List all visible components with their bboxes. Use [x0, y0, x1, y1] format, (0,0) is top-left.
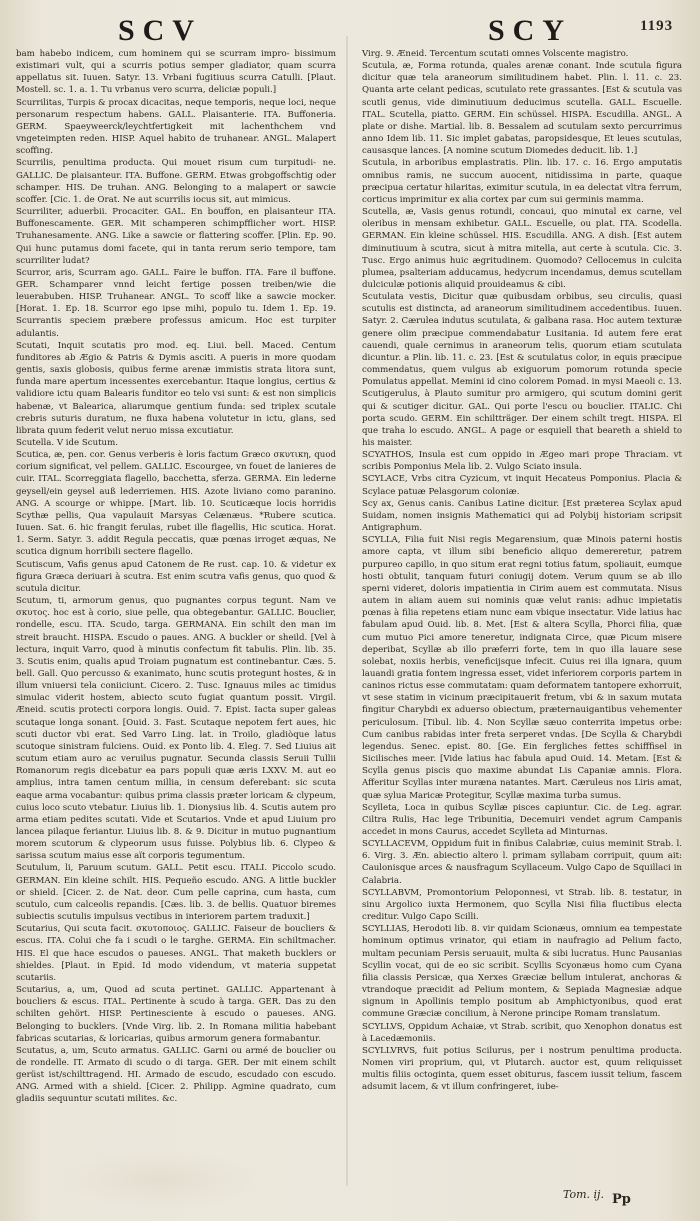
dictionary-entry: Scutigerulus, à Plauto sumitur pro armigero, qui scutum domini gerit qui & scutiger dicitur. GAL. Qui porte l'escu ou bouclier. ITALIC. Chi porta scudo. GERM. Ein schiltträger. Der einem schilt tregt. HISPA. El que traha lo escudo. ANGL. A page or esquiell that beareth a shield to his maister. [362, 389, 682, 448]
dictionary-entry: Scy ax, Genus canis. Canibus Latine dicitur. [Est præterea Scylax apud Suidam, nomen insignis Mathematici qui ad Polybij historiam scripsit Antigraphum. [362, 498, 682, 534]
running-head-right: SCY [488, 14, 573, 47]
right-column [362, 48, 682, 1188]
dictionary-entry: Scutula, in arboribus emplastratis. Plin. lib. 17. c. 16. Ergo amputatis omnibus ramis, ne succum auocent, nitidissima in parte, quaque præcipua certatur hilaritas, eximitur scutula, in ea delectat vltra ferrum, corticus imprimitur ex alia cortex par cum sui germinis mamma. [362, 158, 682, 205]
dictionary-entry: Scutiscum, Vafis genus apud Catonem de Re rust. cap. 10. & videtur ex figura Græca deriuari à scutra. Est enim scutra vafis genus, quo quod & scutula dicitur. [16, 559, 336, 594]
dictionary-entry: Scutum, ti, armorum genus, quo pugnantes corpus tegunt. Nam ve σκυτος. hoc est à corio, siue pelle, qua obtegebantur. GALLIC. Bouclier, rondelle, escu. ITA. Scudo, targa. GERMANA. Ein schilt den man im streit braucht. HISPA. Escudo o paues. ANG. A buckler or sheild. [Vel à lectura, inquit Varro, quod à minutis confectum fit tabulis. Plin. lib. 35. 3. Scutis enim, qualis apud Troiam pugnatum est continebantur. Cæs. 5. bell. Gall. Quo percusso & exanimato, hunc scutis protegunt hostes, & in illum vniuersi tela coniiciunt. Cicero. 2. Tusc. Ignauus miles ac timidus simulac viderit hostem, abiecto scuto fugiat quantum possit. Virgil. Æneid. scutis protecti corpora longis. Ouid. 7. Epist. Iacta super galeas scutaque longa sonant. [Ouid. 3. Fast. Scutaque nepotem fert aues, hic scuti ductor vbi erat. Sed Varro Ling. lat. in Troilo, gladiòque latus scutoque sinistram fulciens. Ouid. ex Ponto lib. 4. Eleg. 7. Sed Liuius ait scutum etiam auro ac veruilus pugnatur. Secunda classis Seruii Tullii Romanorum regis dicebatur ea pars populi quæ æris LXXV. M. aut eo amplius, intra tamen centum millia, in censum deferebant: sic scuta eaque arma vocabantur: quibus prima classis præter loricam & clypeum, cuius loco scuto vtebatur. Liuius lib. 1. Dionysius lib. 4. Scutis autem pro arma etiam pedites scutati. Vide et Scutarios. Vnde et apud Liuium pro lancea pilaque feriantur. Liuius lib. 8. & 9. Dicitur in mutuo pugnantium morem scutorum & clypeorum usus fuisse. Polybius lib. 6. Clypeo & sarissa scutum maius esse aït corporis tegumentum. [16, 596, 336, 862]
dictionary-entry: Scurrilis, penultima producta. Qui mouet risum cum turpitudi- ne. GALLIC. De plaisanteur. ITA. Buffone. GERM. Etwas grobgoffschtig oder schamper. HIS. De truhan. ANG. Belonging to a malapert or sawcie scoffer. [Cic. 1. de Orat. Ne aut scurrilis iocus sit, aut mimicus. [16, 158, 336, 205]
dictionary-entry: Scutarius, a, um, Quod ad scuta pertinet. GALLIC. Appartenant à boucliers & escus. ITAL. Pertinente à scudo à targa. GER. Das zu den schilten gehört. HISP. Pertinesciente à escudo o paueses. ANG. Belonging to bucklers. [Vnde Virg. lib. 2. In Romana militia habebant fabricas scutarias, & loricarias, quibus armorum genera formabantur. [16, 985, 336, 1044]
dictionary-entry: Scutica, æ, pen. cor. Genus verberis è loris factum Græco σκυτικη, quod corium significat, vel pellem. GALLIC. Escourgee, vn fouet de lanieres de cuir. ITAL. Scorreggiata flagello, bacchetta, sferza. GERMA. Ein lederne geysell/ein geysel auß lederriemen. HIS. Azote liviano como paranino. ANG. A scourge or whippe. [Mart. lib. 10. Scuticæque locis horridis Scythæ pellis, Qua vapulauit Marsyas Celænæus. *Rubere scutica. Iuuen. Sat. 6. hic frangit ferulas, rubet ille flagellis, Hic scutica. Horat. 1. Serm. Satyr. 3. addit Regula peccatis, quæ pœnas irroget æquas, Ne scutica dignum horribili sectere flagello. [16, 450, 336, 558]
dictionary-entry: SCYLLVRVS, fuit potius Scilurus, per i nostrum penultima producta. Nomen viri proprium, qui, vt Plutarch. auctor est, quum reliquisset multis filiis octoginta, quem esset obiturus, fascem iussit telium, fascem adsumit lacem, & vt illum confringeret, iube- [362, 1045, 682, 1093]
dictionary-entry: SCYLLVS, Oppidum Achaiæ, vt Strab. scribit, quo Xenophon donatus est à Lacedæmoniis. [362, 1021, 682, 1044]
dictionary-entry: Scutatus, a, um, Scuto armatus. GALLIC. Garni ou armé de bouclier ou de rondelle. IT. Armato di scudo o di targa. GER. Der mit einem schilt gerüst ist/schilttragend. HI. Armado de escudo, escudado con escudo. ANG. Armed with a shield. [Cicer. 2. Philipp. Agmine quadrato, cum gladiis sequuntur scutati milites. &c. [16, 1045, 336, 1105]
dictionary-entry: Scurriliter, aduerbii. Procaciter. GAL. En bouffon, en plaisanteur ITA. Buffonescamente. GER. Mit schamperen schimpfflicher wort. HISP. Truhanesamente. ANG. Like a sawcie or flattering scoffer. [Plin. Ep. 90. Qui hunc putamus domi facete, qui in tanta rerum serio tempore, tam scurriliter ludat? [16, 207, 336, 266]
dictionary-entry: Scurror, aris, Scurram ago. GALL. Faire le buffon. ITA. Fare il buffone. GER. Schamparer vnnd leicht fertige possen treiben/wie die leuerabuben. HISP. Truhanear. ANGL. To scoff like a sawcie mocker. [Horat. 1. Ep. 18. Scurror ego ipse mihi, populo tu. Idem 1. Ep. 19. Scurrantis speciem præbere professus amicum. Hoc est turpiter adulantis. [16, 267, 336, 339]
catchword: Pp [612, 1192, 631, 1207]
column-divider [346, 36, 348, 1186]
dictionary-entry: Scutati, Inquit scutatis pro mod. eq. Liui. bell. Maced. Centum funditores ab Ægio & Patris & Dymis asciti. A pueris in more quodam gentis, saxis globosis, quibus ferme arenæ immistis strata litora sunt, funda mare apertum incessentes exercebantur. Itaque longius, certius & validiore ictu quam Balearis funditor eo telo vsi sunt: & est non simplicis habenæ, vt Balearica, aliarumque gentium funda: sed triplex scutale crebris suturis duratum, ne fluxa habena volutetur in ictu, glans, sed librata quum federit velut neruo missa excutiatur. [16, 340, 336, 436]
dictionary-entry: SCYATHOS, Insula est cum oppido in Ægeo mari prope Thraciam. vt scribis Pomponius Mela lib. 2. Vulgo Sciato insula. [362, 450, 682, 473]
page-header [0, 8, 700, 48]
running-head-left: SCV [118, 14, 203, 47]
dictionary-entry: SCYLLABVM, Promontorium Peloponnesi, vt Strab. lib. 8. testatur, in sinu Argolico iuxta Hermonem, quo Scylla Nisi filia fluctibus electa creditur. Vulgo Capo Scilli. [362, 887, 682, 923]
signature-mark: Tom. ij. [563, 1188, 604, 1201]
page-footer [0, 1188, 700, 1214]
dictionary-entry: Scutulata vestis, Dicitur quæ quibusdam orbibus, seu circulis, quasi scutulis est distincta, ad araneorum similitudinem accedentibus. Iuuen. Satyr. 2. Cærulea indutus scutulata, & galbana rasa. Hoc autem texturæ genere olim præcipue commendabatur Lusitania. Id autem fere erat cauendi, quale cernimus in araneorum telis, quorum etiam scutulata dicuntur. a Plin. lib. 11. c. 23. [Est & scutulatus color, in equis præcipue commendatus, quem vulgus ab exiguorum pomorum rotunda specie Pomulatus appellat. Memini id cino colorem Pomad. in mysi Maeoli c. 13. [362, 292, 682, 388]
dictionary-entry: Scutella, æ, Vasis genus rotundi, concaui, quo minutal ex carne, vel oleribus in mensam exhibetur. GALL. Escuelle, ou plat. ITA. Scodella. GERMAN. Ein kleine schüssel. HIS. Escudilla. ANG. A dish. [Est autem diminutiuum à scutra, sicut à mitra mitella, aut certe à scutula. Cic. 3. Tusc. Ergo animus huic ægritudinem. Quomodo? Cellocemus in culcita plumea, psalteriam adducamus, hedycrum incendamus, demus scutellam dulciculæ potionis aliquid prouideamus & cibi. [362, 207, 682, 290]
dictionary-entry: Scutarius, Qui scuta facit. σκυτοποιος. GALLIC. Faiseur de boucliers & escus. ITA. Colui che fa i scudi o le targhe. GERMA. Ein schiltmacher. HIS. El que hace escudos o paueses. ANGL. That maketh bucklers or shieldes. [Plaut. in Epid. Id modo videndum, vt materia suppetat scutariis. [16, 924, 336, 983]
page-number: 1193 [640, 18, 674, 34]
dictionary-entry: Scylleta, Loca in quibus Scyllæ pisces capiuntur. Cic. de Leg. agrar. Ciltra Rulis, Hac lege Tribunitia, Decemuiri vendet agrum Campanis accedet in mons Caurus, accedet Scylleta ad Minturnas. [362, 802, 682, 837]
dictionary-entry: SCYLACE, Vrbs citra Cyzicum, vt inquit Hecateus Pomponius. Placia & Scylace patuæ Pelasgorum coloniæ. [362, 474, 682, 497]
dictionary-entry: SCYLLIAS, Herodoti lib. 8. vir quidam Scionæus, omnium ea tempestate hominum optimus vrinator, qui etiam in naufragio ad Pelium facto, multam pecuniam Persis seruauit, multa & sibi lucratus. Hunc Pausanias Scyllin vocat, qui de eo sic scribit. Scyllis Scyonæus homo cum Cyana filia classis Persicæ, qua Xerxes Græciæ bellum intulerat, anchoras & vtrandoque præcidit ad Pelium montem, & Sepiada Magnesiæ adque signum in Apollinis templo positum ab Amphictyonibus, quod erat commune Græciæ concilium, à Nerone principe Romam translatum. [362, 924, 682, 1020]
dictionary-entry: Scurrilitas, Turpis & procax dicacitas, neque temporis, neque loci, neque personarum respectum habens. GALL. Plaisanterie. ITA. Buffoneria. GERM. Spaeyweerck/leychtfertigkeit mit lachenthchem vnd vngeteimpten reden. HISP. Aquel habito de truhanear. ANGL. Malapert scoffing. [16, 97, 336, 157]
dictionary-entry: Scutella. V ide Scutum. [16, 438, 118, 448]
dictionary-entry: Scutulum, li, Paruum scutum. GALL. Petit escu. ITALI. Piccolo scudo. GERMAN. Ein kleine schilt. HIS. Pequeño escudo. ANG. A little buckler or shield. [Cicer. 2. de Nat. deor. Cum pelle caprina, cum hasta, cum scutulo, cum calceolis repandis. [Cæs. lib. 3. de bellis. Quatuor biremes subiectis scutulis impulsus vectibus in interiorem partem traduxit.] [16, 863, 336, 923]
dictionary-entry: SCYLLA, Filia fuit Nisi regis Megarensium, quæ Minois paterni hostis amore capta, vt illum sibi beneficio aliquo demereretur, patrem purpureo capillo, in quo situm erat regni totius fatum, spoliauit, eumque hosti obtulit, tanquam futuri coniugij dotem. Verum quum se ab illo sperni videret, doloris impatientia in Cirim auem est commutata. Nisus autem in aliam auem sui nominis quæ velut ranis: adhuc impietatis pœnas à filia repetens etiam nunc eam vbique insectatur. Vide latius hac fabulam apud Ouid. lib. 8. Met. [Est & altera Scylla, Phorci filia, quæ cum mutuo Pici amore teneretur, indignata Circe, quæ Picum misere deperibat, Scyllæ ab illo præferri forte, tem in quo illa lauare sese solebat, noxiis herbis, veneficijsque infecit. Cuius rei illa ignara, quum lauandi gratia fontem ingressa esset, videt inferiorem corporis partem in caninos rictus esse commutatam: quam deformatem tantopere exhorruit, vt sese statim in vicinum præcipitauerit fretum, vbi & in saxum mutata fingitur Charybdi ex aduerso obiectum, præternauigantibus vehementer periculosum. [Tibul. lib. 4. Non Scyllæ sæuo conterrita impetus orbe: Cum canibus rabidas inter freta serperet vndas. [De Scylla & Charybdi legendus. Senec. epist. 80. [Ge. Ein fergliches fettes schifffisel in Sicilisches meer. [Vide latius hac fabula apud Ouid. 14. Metam. [Est & Scylla genus piscis quo maxime abundat Lis Capaniæ amnis. Flora. Afferitur Scyllas inter muræna natantes. Mart. Cæruleus nos Liris amat, quæ sylua Maricæ Protegitur, Scyllæ maxima turba sumus. [362, 535, 682, 801]
dictionary-entry: bam habebo indicem, cum hominem qui se scurram impro- bissimum existimari vult, qui a scurris potius semper gladiator, quam scurra appellatus sit. Iuuen. Satyr. 13. Vrbani fugitiuus scurra Catulli. [Plaut. Mostell. sc. 1. a. 1. Tu vrbanus vero scurra, deliciæ populi.] [16, 49, 336, 96]
left-column [16, 48, 336, 1188]
dictionary-entry: Virg. 9. Æneid. Tercentum scutati omnes Volscente magistro. [362, 49, 629, 59]
dictionary-entry: SCYLLACEVM, Oppidum fuit in finibus Calabriæ, cuius meminit Strab. l. 6. Virg. 3. Æn. abiectio altero l. primam syllabam corripuit, quum ait: Caulonisque arces & nausfragum Scyllaceum. Vulgo Capo de Squillaci in Calabria. [362, 839, 682, 886]
dictionary-entry: Scutula, æ, Forma rotunda, quales arenæ conant. Inde scutula figura dicitur quæ tela araneorum similitudinem habet. Plin. l. 11. c. 23. Quanta arte celant pedicas, scutulato rete grassantes. [Est & scutula vas scutli genus, vide diminutiuum deducimus scutella. GALL. Escuelle. ITAL. Scutella, piatto. GERM. Ein schüssel. HISPA. Escudilla. ANGL. A plate or dishe. Martial. lib. 8. Bessalem ad scutulam sexto percurrimus anno Idem lib. 11. Sic implet gabatas, paropsidesque, Et leues scutulas, causasque lances. [A nomine scutum Diomedes deducit. lib. 1.] [362, 61, 682, 157]
